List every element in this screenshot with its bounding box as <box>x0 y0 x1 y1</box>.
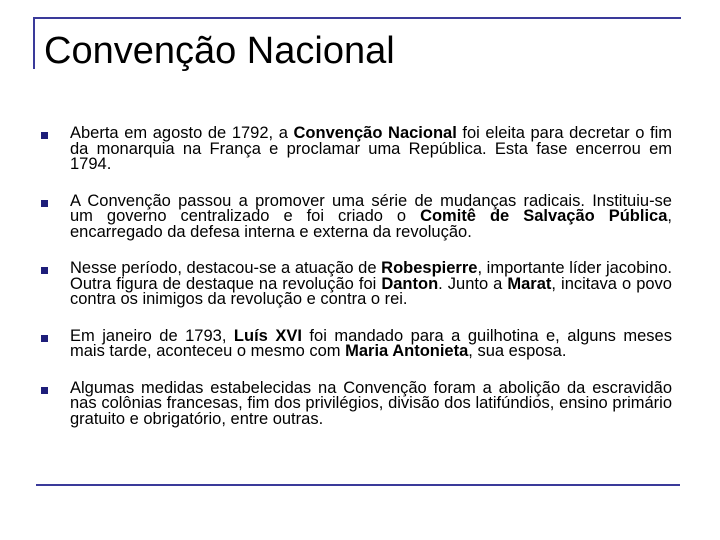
square-bullet-icon <box>41 267 48 274</box>
bullet-bold-term: Maria Antonieta <box>345 342 469 360</box>
bullet-text <box>70 327 672 361</box>
bullet-text-run: Em janeiro de 1793, <box>70 326 234 345</box>
bullet-bold-term: Robespierre <box>381 259 478 277</box>
bullet-bold-term: Danton <box>381 274 439 293</box>
bullet-bold-term: Comitê de Salvação Pública <box>420 207 668 225</box>
slide-title: Convenção Nacional <box>44 30 395 72</box>
bullet-text-run: , incitava o povo contra os inimigos da revolução e contra o rei. <box>70 274 672 308</box>
bullet-text-run: , importante líder jacobino. Outra figura de destaque na revolução foi <box>70 259 672 293</box>
bullet-text-run: Algumas medidas estabelecidas na Convenção foram a abolição da escravidão nas colônias francesas, fim dos privilégios, divisão dos latifúndios, ensino primário gratuito e obrigatório, entre outras. <box>70 378 672 428</box>
bullet-text-run: foi mandado para a guilhotina e, alguns meses mais tarde, aconteceu o mesmo com <box>70 326 672 360</box>
bullet-list <box>38 126 672 448</box>
bullet-text <box>70 192 672 241</box>
square-bullet-icon <box>41 335 48 342</box>
bullet-item <box>38 126 672 173</box>
bullet-item <box>38 326 672 360</box>
bullet-text <box>70 259 672 308</box>
bullet-text-run: Nesse período, destacou-se a atuação de <box>70 259 382 277</box>
square-bullet-icon <box>41 387 48 394</box>
bullet-text <box>70 379 672 428</box>
bullet-bold-term: Luís XVI <box>233 326 302 345</box>
bullet-text-run: A Convenção passou a promover uma série de mudanças radicais. Instituiu-se um governo centralizado e foi criado o <box>70 191 672 225</box>
bullet-text-run: , encarregado da defesa interna e externa da revolução. <box>70 207 672 241</box>
bullet-item <box>38 378 672 428</box>
bullet-text <box>70 124 672 173</box>
bullet-text-run: foi eleita para decretar o fim da monarquia na França e proclamar uma República. Esta fase encerrou em 1794. <box>70 124 673 173</box>
bullet-bold-term: Marat <box>507 274 552 293</box>
square-bullet-icon <box>41 200 48 207</box>
bullet-item <box>38 191 672 241</box>
bullet-bold-term: Convenção Nacional <box>293 124 457 142</box>
bullet-item <box>38 261 672 308</box>
bullet-text-run: , sua esposa. <box>468 342 567 360</box>
footer-divider <box>36 484 680 486</box>
bullet-text-run: . Junto a <box>438 274 508 293</box>
bullet-text-run: Aberta em agosto de 1792, a <box>70 124 294 142</box>
square-bullet-icon <box>41 132 48 139</box>
